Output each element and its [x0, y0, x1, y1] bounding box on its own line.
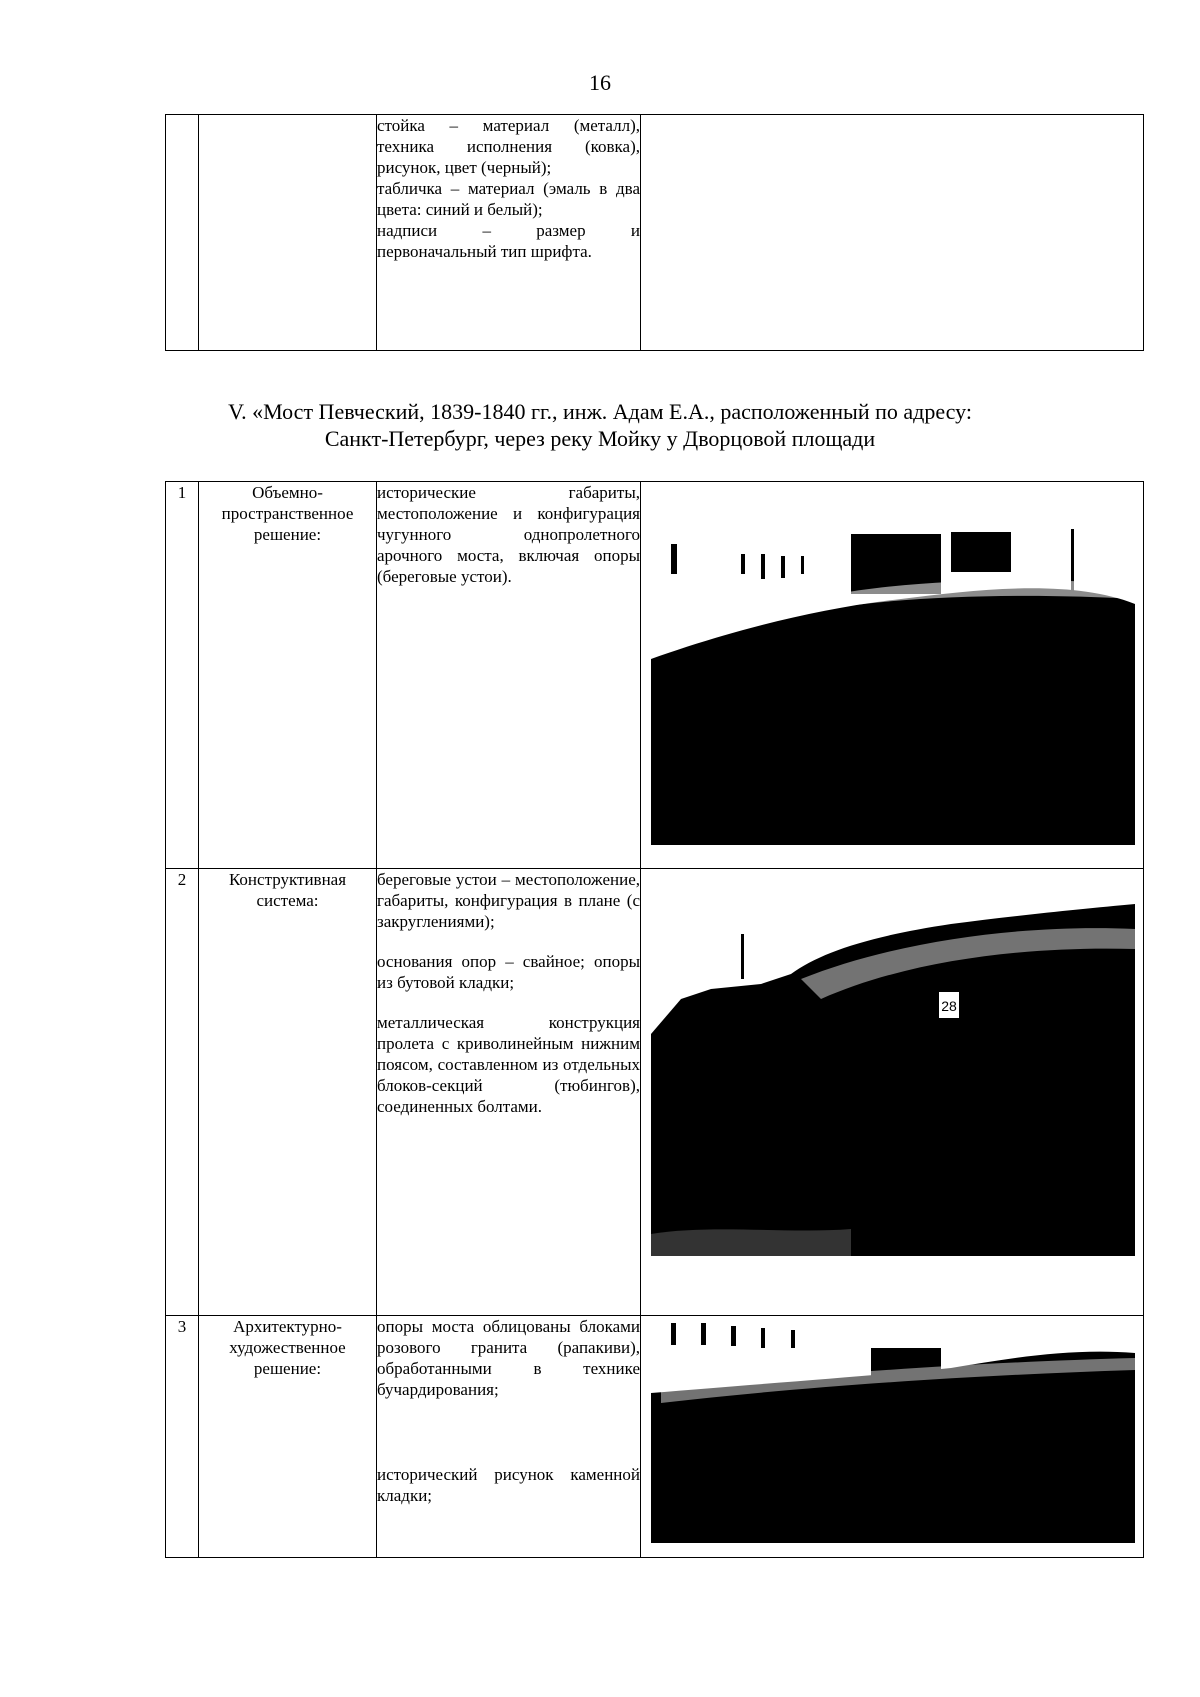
page-number: 16 — [589, 70, 611, 95]
bridge-number-sign: 28 — [941, 998, 957, 1014]
photo-cell — [641, 482, 1144, 869]
table-row — [166, 869, 1144, 1316]
row-number: 3 — [166, 1316, 199, 1558]
row-paragraph: исторический рисунок каменной кладки; — [377, 1465, 640, 1505]
photo-cell — [641, 1316, 1144, 1558]
photo-cell — [641, 869, 1144, 1316]
bridge-photo-1 — [651, 484, 1135, 845]
row-description — [377, 482, 641, 869]
section-title — [120, 398, 1080, 452]
row-number: 1 — [166, 482, 199, 869]
top-name-cell — [199, 115, 377, 351]
row-description — [377, 869, 641, 1316]
bridge-photo-2 — [651, 904, 1135, 1256]
row-paragraph: исторические габариты, местоположение и конфигурация чугунного однопролетного арочного моста, включая опоры (береговые устои). — [377, 483, 640, 586]
row-paragraph: основания опор – свайное; опоры из бутовой кладки; — [377, 952, 640, 992]
top-paragraph: табличка – материал (эмаль в два цвета: синий и белый); — [377, 179, 640, 219]
row-paragraph: береговые устои – местоположение, габариты, конфигурация в плане (с закруглениями); — [377, 870, 640, 931]
row-paragraph: опоры моста облицованы блоками розового гранита (рапакиви), обработанными в технике бучардирования; — [377, 1317, 640, 1399]
row-name: Конструктивная система: — [199, 869, 377, 1316]
section-title-line-2: Санкт-Петербург, через реку Мойку у Дворцовой площади — [324, 426, 876, 451]
row-description — [377, 1316, 641, 1558]
bridge-photo-3 — [651, 1318, 1135, 1543]
row-paragraph: металлическая конструкция пролета с криволинейным нижним поясом, составленном из отдельных блоков-секций (тюбингов), соединенных болтами. — [377, 1013, 640, 1116]
top-table-row — [166, 115, 1144, 351]
top-empty-cell — [641, 115, 1144, 351]
row-name: Архитектурно-художественное решение: — [199, 1316, 377, 1558]
top-table — [165, 114, 1144, 351]
row-number: 2 — [166, 869, 199, 1316]
top-num-cell — [166, 115, 199, 351]
top-paragraph: надписи – размер и первоначальный тип шрифта. — [377, 221, 640, 261]
row-name: Объемно-пространственное решение: — [199, 482, 377, 869]
table-row — [166, 482, 1144, 869]
table-row — [166, 1316, 1144, 1558]
top-paragraph: стойка – материал (металл), техника исполнения (ковка), рисунок, цвет (черный); — [377, 116, 640, 177]
top-desc-cell — [377, 115, 641, 351]
main-table — [165, 481, 1144, 1558]
section-title-line-1: V. «Мост Певческий, 1839-1840 гг., инж. Адам Е.А., расположенный по адресу: — [228, 399, 972, 424]
